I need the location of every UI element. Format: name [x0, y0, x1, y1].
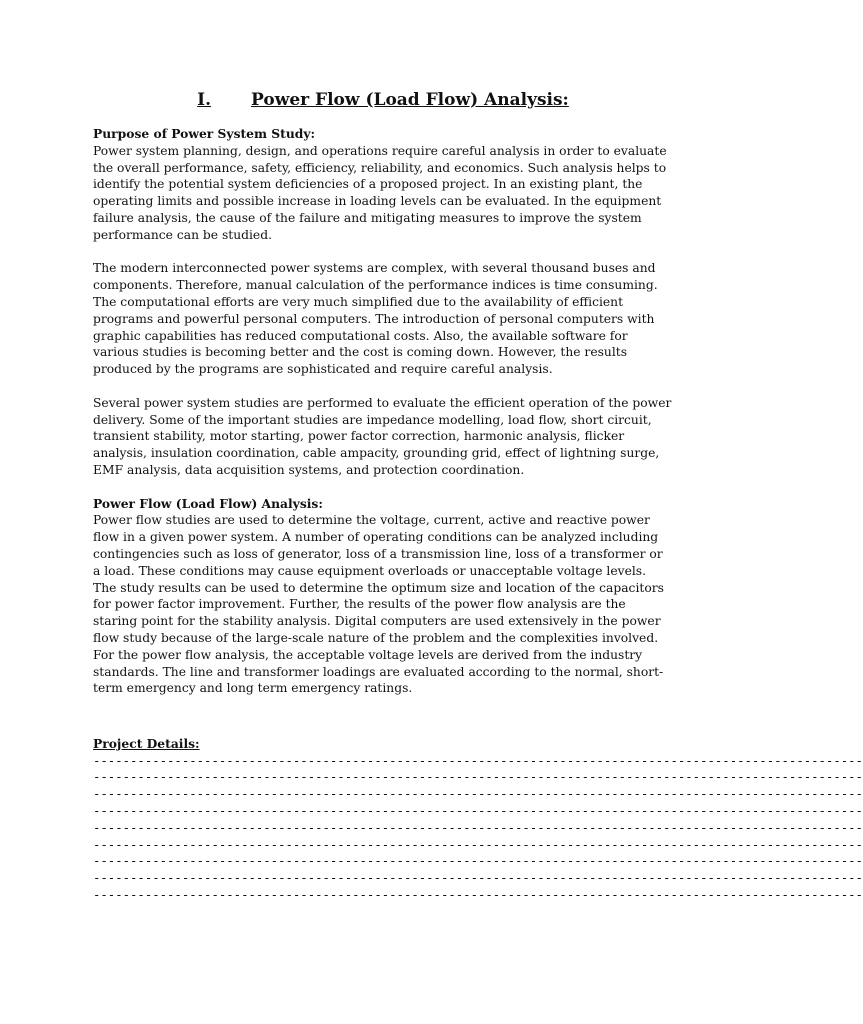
section-title: Power Flow (Load Flow) Analysis: [251, 90, 569, 110]
dash-line: -------------------------------------------------------------------------------------------------------- [93, 871, 863, 886]
document-page [93, 88, 863, 904]
dash-line: -------------------------------------------------------------------------------------------------------- [93, 820, 863, 835]
spacer [93, 479, 673, 496]
spacer [93, 244, 673, 261]
purpose-paragraph-1: Power system planning, design, and operations require careful analysis in order to evaluate the overall performance, safety, efficiency, reliability, and economics. Such analysis helps to identify the potential system deficiencies of a proposed project. In an existing plant, the operating limits and possible increase in loading levels can be evaluated. In the equipment failure analysis, the cause of the failure and mitigating measures to improve the system performance can be studied. [93, 143, 667, 242]
project-details-lines [93, 753, 863, 904]
spacer [93, 697, 673, 714]
purpose-paragraph-3: Several power system studies are performed to evaluate the efficient operation of the power delivery. Some of the important studies are impedance modelling, load flow, short circuit, transient stability, motor starting, power factor correction, harmonic analysis, flicker analysis, insulation coordination, cable ampacity, grounding grid, effect of lightning surge, EMF analysis, data acquisition systems, and protection coordination. [93, 395, 672, 477]
dash-line: -------------------------------------------------------------------------------------------------------- [93, 804, 863, 819]
page-title [93, 88, 673, 112]
purpose-paragraph-2: The modern interconnected power systems are complex, with several thousand buses and components. Therefore, manual calculation of the performance indices is time consuming. The computational efforts are very much simplified due to the availability of efficient programs and powerful personal computers. The introduction of personal computers with graphic capabilities has reduced computational costs. Also, the available software for various studies is becoming better and the cost is coming down. However, the results produced by the programs are sophisticated and require careful analysis. [93, 261, 658, 377]
dash-line: -------------------------------------------------------------------------------------------------------- [93, 753, 863, 768]
spacer [93, 378, 673, 395]
dash-line: -------------------------------------------------------------------------------------------------------- [93, 888, 863, 903]
purpose-heading: Purpose of Power System Study: [93, 126, 316, 141]
spacer [93, 714, 673, 736]
project-details-heading: Project Details: [93, 735, 200, 751]
dash-line: -------------------------------------------------------------------------------------------------------- [93, 770, 863, 785]
power-flow-heading: Power Flow (Load Flow) Analysis: [93, 495, 323, 511]
dash-line: -------------------------------------------------------------------------------------------------------- [93, 854, 863, 869]
dash-line: -------------------------------------------------------------------------------------------------------- [93, 787, 863, 802]
dash-line: -------------------------------------------------------------------------------------------------------- [93, 837, 863, 852]
power-flow-paragraph: Power flow studies are used to determine the voltage, current, active and reactive power flow in a given power system. A number of operating conditions can be analyzed including contingencies such as loss of generator, loss of a transmission line, loss of a transformer or a load. These conditions may cause equipment overloads or unacceptable voltage levels. The study results can be used to determine the optimum size and location of the capacitors for power factor improvement. Further, the results of the power flow analysis are the staring point for the stability analysis. Digital computers are used extensively in the power flow study because of the large-scale nature of the problem and the complexities involved. For the power flow analysis, the acceptable voltage levels are derived from the industry standards. The line and transformer loadings are evaluated according to the normal, short-term emergency and long term emergency ratings. [93, 513, 664, 696]
section-number: I. [197, 90, 212, 110]
